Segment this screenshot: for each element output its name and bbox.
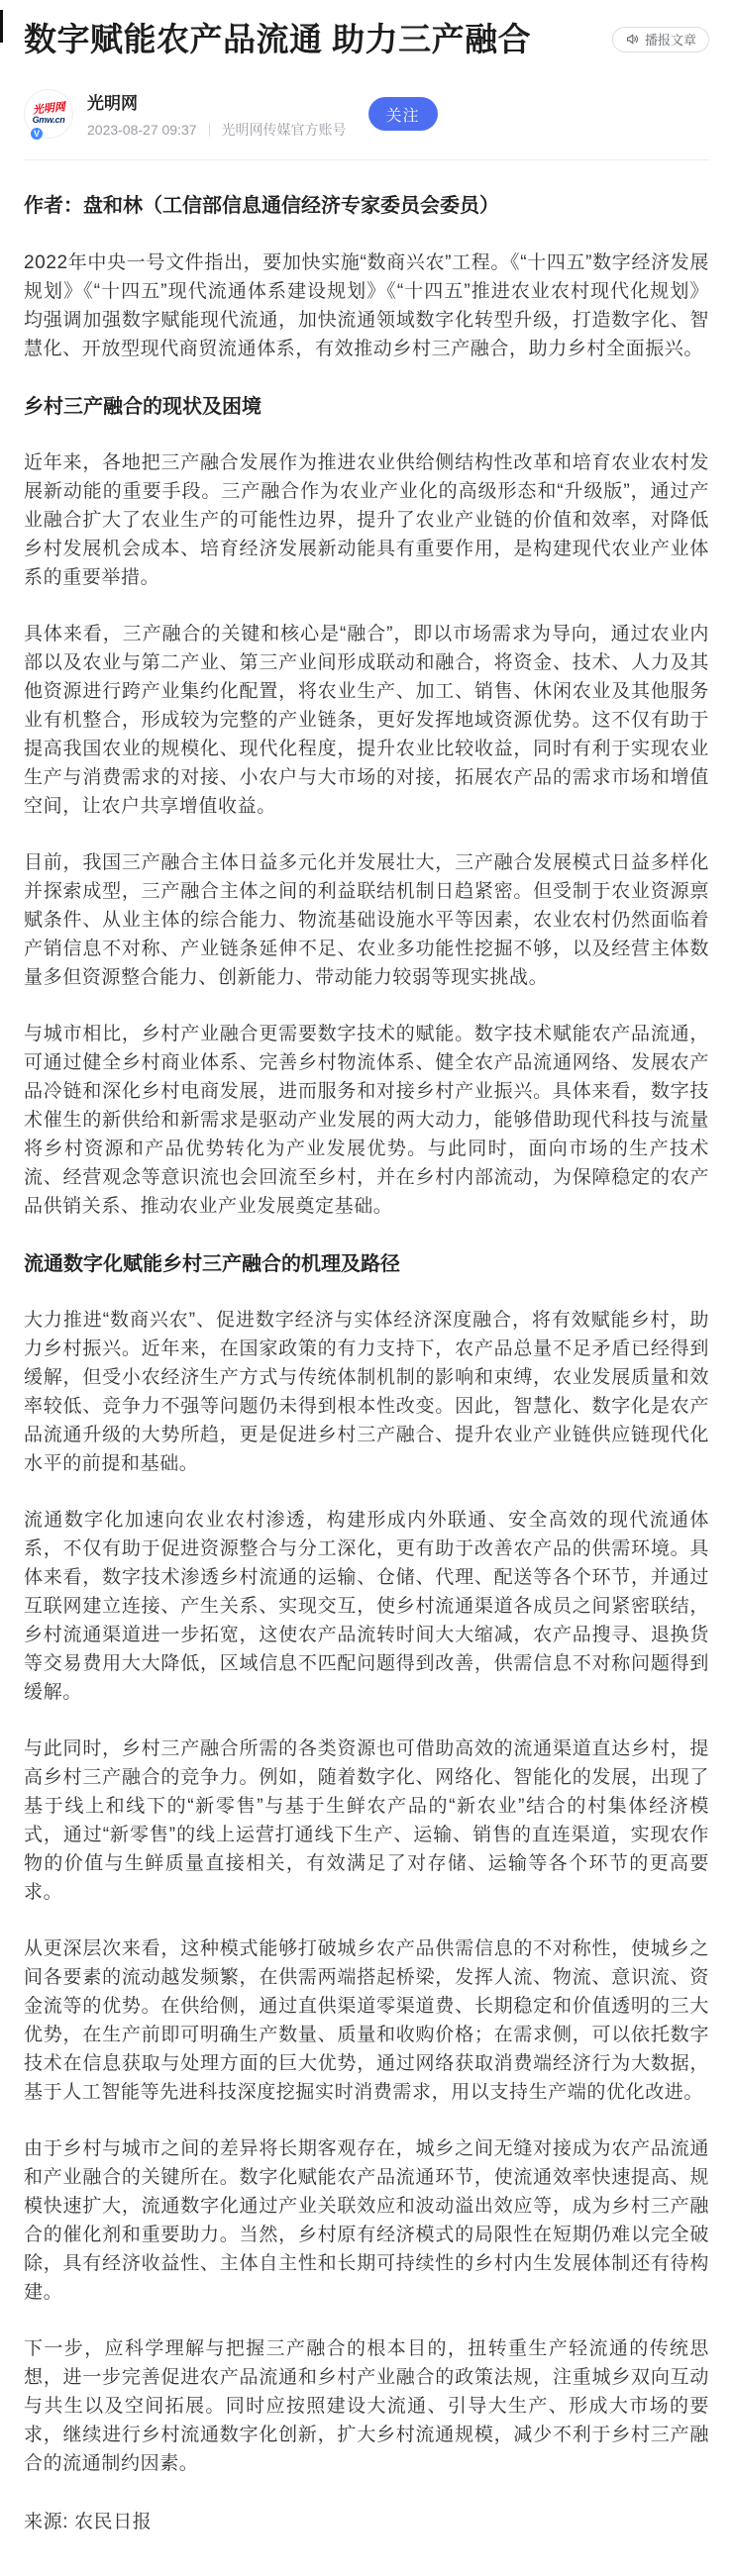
edge-artifact <box>0 10 3 43</box>
paragraph: 从更深层次来看，这种模式能够打破城乡农产品供需信息的不对称性，使城乡之间各要素的流动越发频繁，在供需两端搭起桥梁，发挥人流、物流、意识流、资金流等的优势。在供给侧，通过直供渠道零渠道费、长期稳定和价值透明的三大优势，在生产前即可明确生产数量、质量和收购价格；在需求侧，可以依托数字技术在信息获取与处理方面的巨大优势，通过网络获取消费端经济行为大数据，基于人工智能等先进科技深度挖掘实时消费需求，用以支持生产端的优化改进。 <box>24 1937 709 2103</box>
paragraph: 与此同时，乡村三产融合所需的各类资源也可借助高效的流通渠道直达乡村，提高乡村三产融合的竞争力。例如，随着数字化、网络化、智能化的发展，出现了基于线上和线下的“新零售”与基于生鲜农产品的“新农业”结合的村集体经济模式，通过“新零售”的线上运营打通线下生产、运输、销售的直连渠道，实现农作物的价值与生鲜质量直接相关，有效满足了对存储、运输等各个环节的更高要求。 <box>24 1737 709 1903</box>
verified-badge-icon: V <box>29 126 45 142</box>
paragraph: 目前，我国三产融合主体日益多元化并发展壮大，三产融合发展模式日益多样化并探索成型，三产融合主体之间的利益联结机制日趋紧密。但受制于农业资源禀赋条件、从业主体的综合能力、物流基础设施水平等因素，农业农村仍然面临着产销信息不对称、产业链条延伸不足、农业多功能性挖掘不够，以及经营主体数量多但资源整合能力、创新能力、带动能力较弱等现实挑战。 <box>24 851 709 988</box>
author-info <box>87 89 347 140</box>
paragraph: 下一步，应科学理解与把握三产融合的根本目的，扭转重生产轻流通的传统思想，进一步完善促进农产品流通和乡村产业融合的政策法规，注重城乡双向互动与共生以及空间拓展。同时应按照建设大流通、引导大生产、形成大市场的要求，继续进行乡村流通数字化创新，扩大乡村流通规模，减少不利于乡村三产融合的流通制约因素。 <box>24 2337 709 2474</box>
broadcast-label: 播报文章 <box>644 33 696 49</box>
author-name[interactable]: 光明网 <box>87 93 138 113</box>
paragraph: 由于乡村与城市之间的差异将长期客观存在，城乡之间无缝对接成为农产品流通和产业融合的关键所在。数字化赋能农产品流通环节，使流通效率快速提高、规模快速扩大，流通数字化通过产业关联效应和波动溢出效应等，成为乡村三产融合的催化剂和重要助力。当然，乡村原有经济模式的局限性在短期仍难以完全破除，具有经济收益性、主体自主性和长期可持续性的乡村内生发展体制还有待构建。 <box>24 2137 709 2303</box>
source-line: 来源: 农民日报 <box>24 2511 153 2532</box>
paragraph: 具体来看，三产融合的关键和核心是“融合”，即以市场需求为导向，通过农业内部以及农业与第二产业、第三产业间形成联动和融合，将资金、技术、人力及其他资源进行跨产业集约化配置，将农业生产、加工、销售、休闲农业及其他服务业有机整合，形成较为完整的产业链条，更好发挥地域资源优势。这不仅有助于提高我国农业的规模化、现代化程度，提升农业比较收益，同时有利于实现农业生产与消费需求的对接、小农户与大市场的对接，拓展农产品的需求市场和增值空间，让农户共享增值收益。 <box>24 623 709 817</box>
article-body <box>24 192 709 2536</box>
official-account-label: 光明网传媒官方账号 <box>221 121 347 138</box>
publisher-logo-en: Gmw.cn <box>32 114 65 125</box>
title-row <box>24 18 709 61</box>
paragraph: 2022年中央一号文件指出，要加快实施“数商兴农”工程。《“十四五”数字经济发展规划》《“十四五”现代流通体系建设规划》《“十四五”推进农业农村现代化规划》均强调加强数字赋能现代流通，加快流通领域数字化转型升级，打造数字化、智慧化、开放型现代商贸流通体系，有效推动乡村三产融合，助力乡村全面振兴。 <box>24 251 709 359</box>
paragraph: 大力推进“数商兴农”、促进数字经济与实体经济深度融合，将有效赋能乡村，助力乡村振兴。近年来，在国家政策的有力支持下，农产品总量不足矛盾已经得到缓解，但受小农经济生产方式与传统体制机制的影响和束缚，农业发展质量和效率较低、竞争力不强等问题仍未得到根本性改变。因此，智慧化、数字化是农产品流通升级的大势所趋，更是促进乡村三产融合、提升农业产业链供应链现代化水平的前提和基础。 <box>24 1309 709 1474</box>
avatar[interactable] <box>24 89 73 139</box>
page-title: 数字赋能农产品流通 助力三产融合 <box>24 21 532 57</box>
paragraph: 流通数字化加速向农业农村渗透，构建形成内外联通、安全高效的现代流通体系，不仅有助于促进资源整合与分工深化，更有助于改善农产品的供需环境。具体来看，数字技术渗透乡村流通的运输、仓储、代理、配送等各个环节，并通过互联网建立连接、产生关系、实现交互，使乡村流通渠道各成员之间紧密联结，乡村流通渠道进一步拓宽，这使农产品流转时间大大缩减，农产品搜寻、退换货等交易费用大大降低，区域信息不匹配问题得到改善，供需信息不对称问题得到缓解。 <box>24 1509 709 1703</box>
paragraph: 与城市相比，乡村产业融合更需要数字技术的赋能。数字技术赋能农产品流通，可通过健全乡村商业体系、完善乡村物流体系、健全农产品流通网络、发展农产品冷链和深化乡村电商发展，进而服务和对接乡村产业振兴。具体来看，数字技术催生的新供给和新需求是驱动产业发展的两大动力，能够借助现代科技与流量将乡村资源和产品优势转化为产业发展优势。与此同时，面向市场的生产技术流、经营观念等意识流也会回流至乡村，并在乡村内部流动，为保障稳定的农产品供销关系、推动农业产业发展奠定基础。 <box>24 1023 709 1217</box>
section-heading: 乡村三产融合的现状及困境 <box>24 395 262 418</box>
broadcast-article-button[interactable] <box>612 27 709 52</box>
author-row <box>24 89 709 140</box>
paragraph: 近年来，各地把三产融合发展作为推进农业供给侧结构性改革和培育农业农村发展新动能的重要手段。三产融合作为农业产业化的高级形态和“升级版”，通过产业融合扩大了农业生产的可能性边界，提升了农业产业链的价值和效率，对降低乡村发展机会成本、培育经济发展新动能具有重要作用，是构建现代农业产业体系的重要举措。 <box>24 451 709 588</box>
publish-time: 2023-08-27 09:37 <box>87 121 197 138</box>
header-divider <box>24 159 709 160</box>
meta-divider <box>209 123 210 137</box>
follow-button[interactable]: 关注 <box>368 97 438 131</box>
article-header <box>24 18 709 160</box>
byline: 作者：盘和林（工信部信息通信经济专家委员会委员） <box>24 194 499 217</box>
author-meta <box>87 120 347 140</box>
publisher-logo-cn: 光明网 <box>31 100 66 117</box>
section-heading: 流通数字化赋能乡村三产融合的机理及路径 <box>24 1252 400 1275</box>
speaker-icon <box>625 32 640 47</box>
